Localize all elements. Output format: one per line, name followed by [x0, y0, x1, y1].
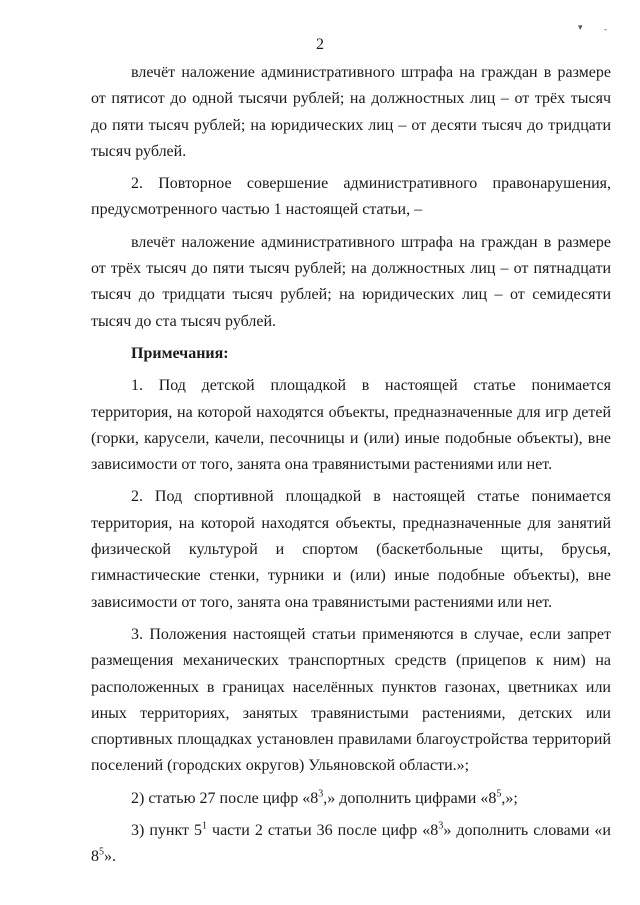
amendment-item-2 [91, 786, 611, 812]
notes-heading: Примечания: [131, 344, 229, 362]
amendment-item-3 [91, 818, 611, 871]
paragraph: влечёт наложение административного штрафа на граждан в размере от трёх тысяч до пяти тысяч рублей; на должностных лиц – от пятнадцати тысяч до тридцати тысяч рублей; на юридических лиц – от семидесяти тысяч до ста тысяч рублей. [91, 233, 611, 330]
text-span: ,»; [501, 789, 518, 807]
text-span: ». [104, 848, 116, 866]
note-item: 3. Положения настоящей статьи применяются в случае, если запрет размещения механических транспортных средств (прицепов к ним) на расположенных в границах населённых пунктов газонах, цветниках или иных территориях, занятых травянистыми растениями, детских или спортивных площадках установлен правилами благоустройства территорий поселений (городских округов) Ульяновской области.»; [91, 625, 611, 775]
superscript: 3 [438, 820, 444, 832]
document-body [91, 60, 611, 871]
text-span: 2) статью 27 после цифр «8 [131, 789, 319, 807]
superscript: 5 [496, 788, 502, 800]
superscript: 5 [99, 846, 104, 858]
text-span: части 2 статьи 36 после цифр «8 [207, 822, 439, 840]
text-span: 3) пункт 5 [131, 822, 203, 840]
scan-artifact: ▾ [578, 22, 583, 32]
text-span: » дополнить словами «и 8 [91, 822, 611, 866]
text-span: ,» дополнить цифрами «8 [323, 789, 497, 807]
scan-artifact: - [604, 24, 607, 34]
note-item: 2. Под спортивной площадкой в настоящей статье понимается территория, на которой находятся объекты, предназначенные для занятий физической культурой и спортом (баскетбольные щиты, брусья, гимнастические стенки, турники и (или) иные подобные объекты), вне зависимости от того, занята она травянистыми растениями или нет. [91, 488, 611, 611]
superscript: 1 [202, 820, 208, 832]
note-item: 1. Под детской площадкой в настоящей статье понимается территория, на которой находятся объекты, предназначенные для игр детей (горки, карусели, качели, песочницы и (или) иные подобные объекты), вне зависимости от того, занята она травянистыми растениями или нет. [91, 377, 611, 474]
paragraph: влечёт наложение административного штрафа на граждан в размере от пятисот до одной тысячи рублей; на должностных лиц – от трёх тысяч до пяти тысяч рублей; на юридических лиц – от десяти тысяч до тридцати тысяч рублей. [91, 64, 611, 160]
superscript: 3 [318, 788, 324, 800]
page-number: 2 [316, 36, 324, 53]
paragraph: 2. Повторное совершение административного правонарушения, предусмотренного частью 1 настоящей статьи, – [91, 175, 611, 219]
